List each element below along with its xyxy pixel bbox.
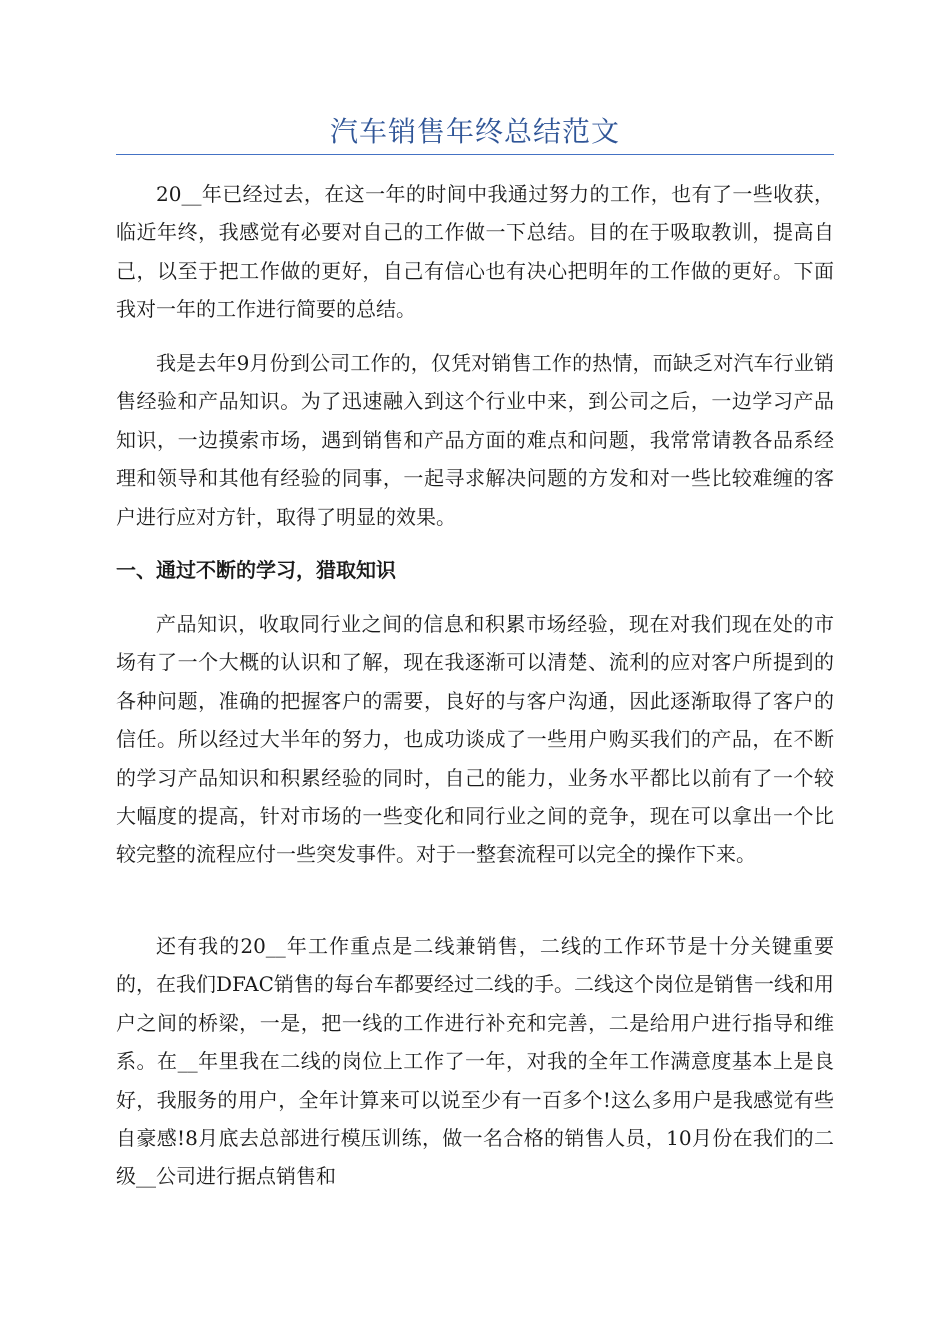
paragraph-second-line: 还有我的20__年工作重点是二线兼销售，二线的工作环节是十分关键重要的，在我们DFAC销售的每台车都要经过二线的手。二线这个岗位是销售一线和用户之间的桥梁，一是，把一线的工作进行补充和完善，二是给用户进行指导和维系。在__年里我在二线的岗位上工作了一年，对我的全年工作满意度基本上是良好，我服务的用户，全年计算来可以说至少有一百多个!这么多用户是我感觉有些自豪感!8月底去总部进行模压训练，做一名合格的销售人员，10月份在我们的二级__公司进行据点销售和 bbox=[116, 934, 834, 1189]
title-underline bbox=[116, 154, 834, 155]
paragraph-learning: 产品知识，收取同行业之间的信息和积累市场经验，现在对我们现在处的市场有了一个大概的认识和了解，现在我逐渐可以清楚、流利的应对客户所提到的各种问题，准确的把握客户的需要，良好的与客户沟通，因此逐渐取得了客户的信任。所以经过大半年的努力，也成功谈成了一些用户购买我们的产品，在不断的学习产品知识和积累经验的同时，自己的能力，业务水平都比以前有了一个较大幅度的提高，针对市场的一些变化和同行业之间的竞争，现在可以拿出一个比较完整的流程应付一些突发事件。对于一整套流程可以完全的操作下来。 bbox=[116, 612, 834, 867]
section-heading: 一、通过不断的学习，猎取知识 bbox=[116, 558, 396, 582]
document-title: 汽车销售年终总结范文 bbox=[329, 115, 620, 148]
paragraph-background: 我是去年9月份到公司工作的，仅凭对销售工作的热情，而缺乏对汽车行业销售经验和产品知识。为了迅速融入到这个行业中来，到公司之后，一边学习产品知识，一边摸索市场，遇到销售和产品方面的难点和问题，我常常请教各品系经理和领导和其他有经验的同事，一起寻求解决问题的方发和对一些比较难缠的客户进行应对方针，取得了明显的效果。 bbox=[116, 351, 834, 529]
paragraph-intro: 20__年已经过去，在这一年的时间中我通过努力的工作，也有了一些收获，临近年终，我感觉有必要对自己的工作做一下总结。目的在于吸取教训，提高自己，以至于把工作做的更好，自己有信心也有决心把明年的工作做的更好。下面我对一年的工作进行简要的总结。 bbox=[116, 182, 834, 322]
